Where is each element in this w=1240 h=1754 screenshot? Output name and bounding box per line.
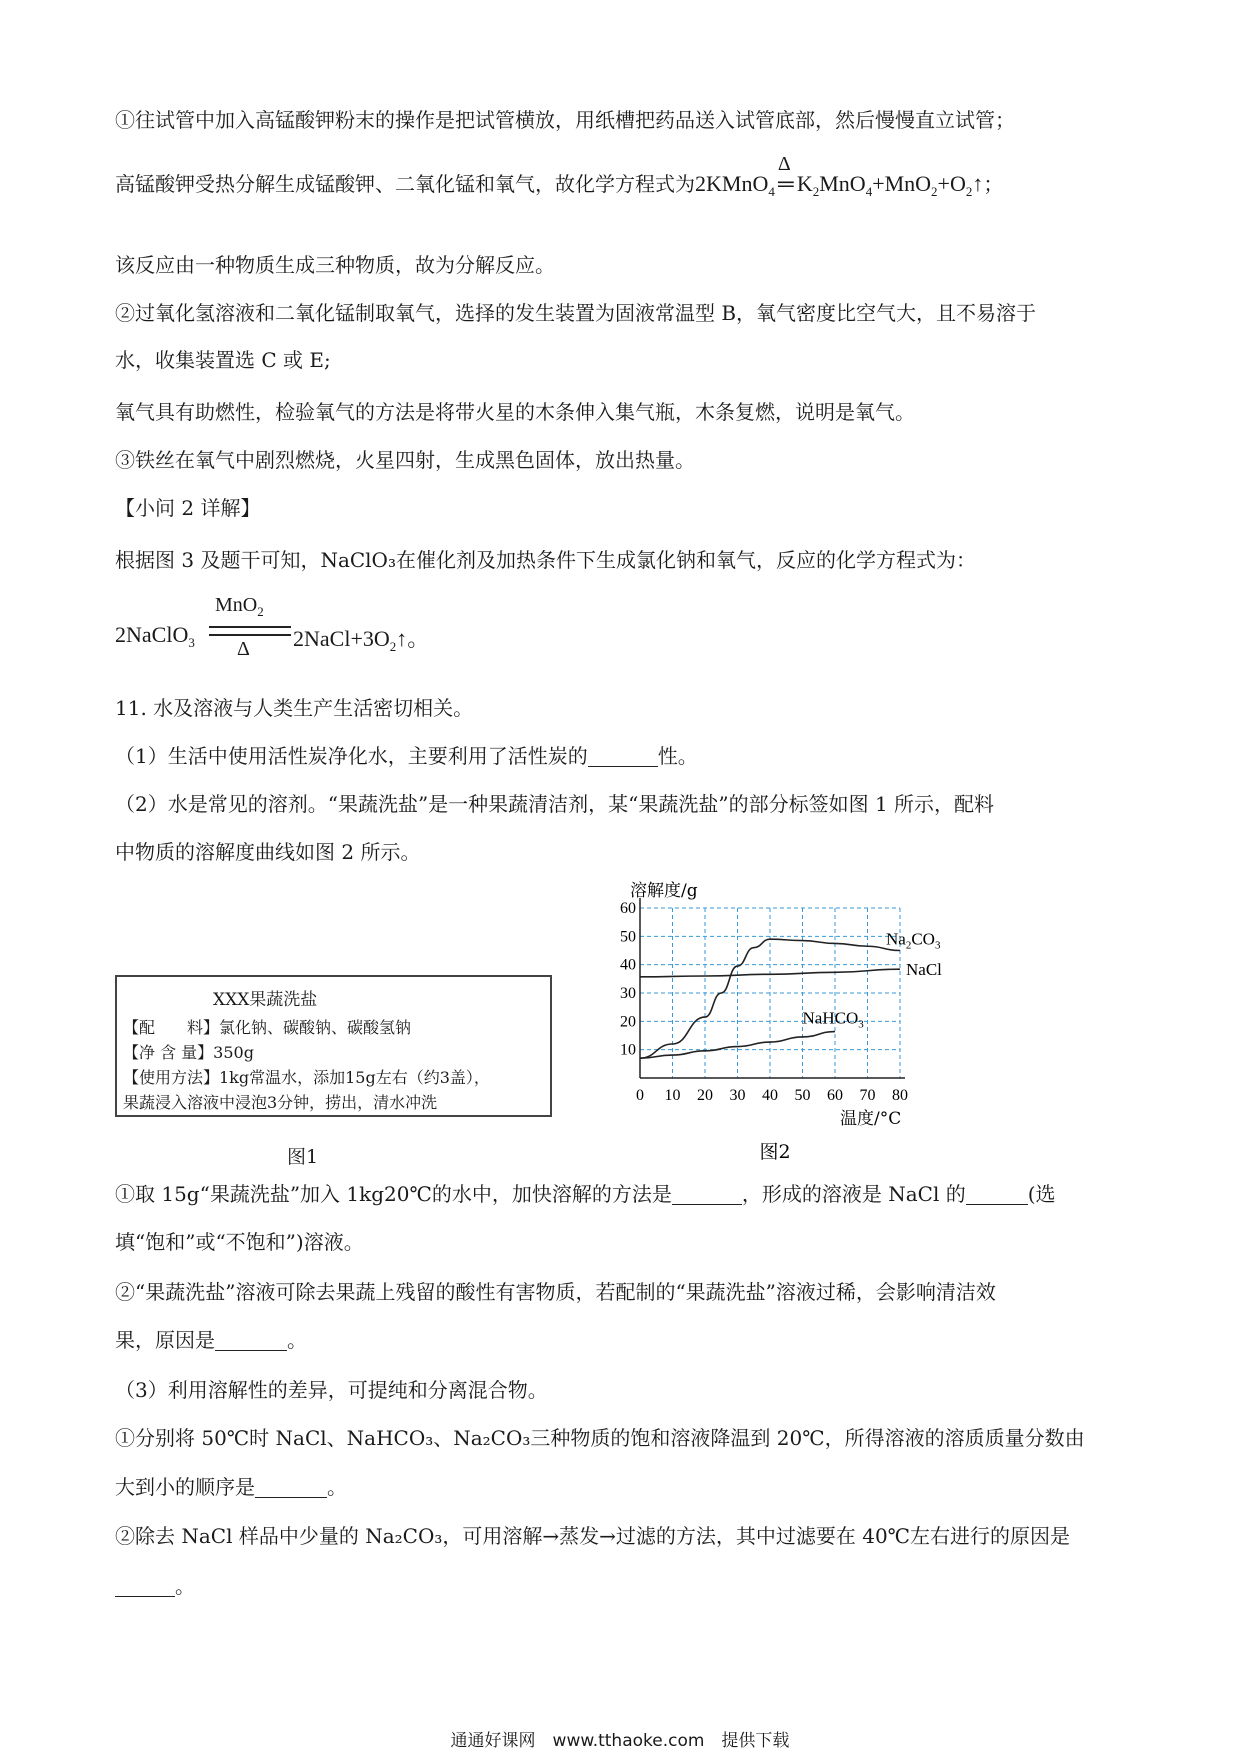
- equation-naclo3: 2NaClO$_3$ MnO$_2$ Δ $2NaCl+3O_2↑$。: [115, 594, 430, 660]
- answer-blank[interactable]: [215, 1330, 287, 1351]
- question-11-2-1: ①取 15g“果蔬洗盐”加入 1kg20℃的水中，加快溶解的方法是 ，形成的溶液是 NaCl 的 (选: [115, 1182, 1056, 1206]
- section-heading: 【小问 2 详解】: [115, 496, 261, 520]
- question-11: 11. 水及溶液与人类生产生活密切相关。: [115, 696, 474, 720]
- x-tick-label: 70: [859, 1087, 876, 1104]
- question-11-3-2-cont: 。: [115, 1572, 195, 1600]
- answer-line-1: ①往试管中加入高锰酸钾粉末的操作是把试管横放，用纸槽把药品送入试管底部，然后慢慢直立试管；: [115, 108, 1015, 132]
- x-tick-label: 50: [794, 1087, 811, 1104]
- answer-blank[interactable]: [588, 746, 658, 767]
- y-axis-label: 溶解度/g: [630, 881, 698, 901]
- question-11-3-1: ①分别将 50℃时 NaCl、NaHCO₃、Na₂CO₃三种物质的饱和溶液降温到 20℃，所得溶液的溶质质量分数由: [115, 1426, 1085, 1450]
- solubility-chart: [600, 878, 950, 1166]
- question-11-3: （3）利用溶解性的差异，可提纯和分离混合物。: [115, 1378, 548, 1402]
- heating-sign: Δ ═: [777, 153, 794, 196]
- label-row-ingredients: 【配 料】氯化钠、碳酸钠、碳酸氢钠: [123, 1018, 412, 1037]
- question-11-2-1-cont: 填“饱和”或“不饱和”)溶液。: [115, 1230, 364, 1254]
- answer-line-9: 根据图 3 及题干可知，NaClO₃在催化剂及加热条件下生成氯化钠和氧气，反应的化学方程式为：: [115, 548, 976, 572]
- question-11-2: （2）水是常见的溶剂。“果蔬洗盐”是一种果蔬清洁剂，某“果蔬洗盐”的部分标签如图 1 所示，配料: [115, 792, 995, 816]
- figure1-caption: 图1: [287, 1146, 319, 1168]
- y-tick-label: 60: [620, 900, 636, 917]
- question-11-2-2: ②“果蔬洗盐”溶液可除去果蔬上残留的酸性有害物质，若配制的“果蔬洗盐”溶液过稀，会影响清洁效: [115, 1280, 996, 1304]
- x-tick-label: 10: [664, 1087, 681, 1104]
- answer-blank[interactable]: [255, 1477, 327, 1498]
- answer-blank[interactable]: [966, 1184, 1028, 1205]
- question-11-3-2: ②除去 NaCl 样品中少量的 Na₂CO₃，可用溶解→蒸发→过滤的方法，其中过滤要在 40℃左右进行的原因是: [115, 1524, 1071, 1548]
- label-row-net: 【净 含 量】350g: [123, 1043, 254, 1062]
- x-tick-label: 40: [762, 1087, 778, 1104]
- x-axis-label: 温度/°C: [840, 1109, 902, 1129]
- series-label-nahco3: NaHCO$_3$: [802, 1008, 864, 1031]
- figure2-caption: 图2: [759, 1141, 791, 1163]
- series-label-na2co3: $Na_2CO_3$: [886, 929, 941, 952]
- answer-line-5: 水，收集装置选 C 或 E;: [115, 348, 331, 372]
- label-row-usage: 【使用方法】1kg常温水，添加15g左右（约3盖），: [123, 1068, 490, 1087]
- equals-bar: [209, 626, 291, 636]
- y-tick-label: 20: [620, 1013, 636, 1031]
- x-tick-label: 60: [827, 1087, 843, 1104]
- answer-blank[interactable]: [115, 1576, 175, 1597]
- answer-line-6: 氧气具有助燃性，检验氧气的方法是将带火星的木条伸入集气瓶，木条复燃，说明是氧气。: [115, 400, 915, 424]
- y-tick-label: 50: [620, 928, 636, 946]
- answer-line-3: 该反应由一种物质生成三种物质，故为分解反应。: [115, 253, 555, 277]
- answer-line-2: 高锰酸钾受热分解生成锰酸钾、二氧化锰和氧气，故化学方程式为2KMnO$_4$ Δ ═ $K_2MnO_4+MnO_2+O_2↑$；: [115, 153, 1004, 199]
- answer-blank[interactable]: [672, 1184, 742, 1205]
- footer: 通通好课网 www.tthaoke.com 提供下载: [450, 1731, 790, 1751]
- question-11-1: （1）生活中使用活性炭净化水，主要利用了活性炭的 性。: [115, 744, 698, 768]
- question-11-2-cont: 中物质的溶解度曲线如图 2 所示。: [115, 840, 421, 864]
- y-tick-label: 10: [620, 1041, 636, 1059]
- answer-line-7: ③铁丝在氧气中剧烈燃烧，火星四射，生成黑色固体，放出热量。: [115, 448, 695, 472]
- equation-kmno4: 2KMnO$_4$ Δ ═ $K_2MnO_4+MnO_2+O_2↑$: [695, 153, 984, 199]
- x-tick-label: 80: [892, 1087, 908, 1104]
- x-tick-label: 30: [729, 1087, 746, 1104]
- product-label: [115, 975, 552, 1117]
- y-tick-label: 30: [620, 985, 636, 1002]
- series-label-nacl: NaCl: [906, 960, 942, 980]
- y-tick-label: 40: [620, 956, 636, 974]
- label-row-usage-cont: 果蔬浸入溶液中浸泡3分钟，捞出，清水冲洗: [123, 1093, 438, 1112]
- question-11-2-2-cont: 果，原因是 。: [115, 1328, 307, 1352]
- answer-line-2-text: 高锰酸钾受热分解生成锰酸钾、二氧化锰和氧气，故化学方程式为: [115, 172, 695, 196]
- label-title: XXX果蔬洗盐: [213, 990, 318, 1010]
- x-tick-label: 20: [697, 1087, 713, 1104]
- question-11-3-1-cont: 大到小的顺序是 。: [115, 1475, 347, 1499]
- answer-line-4: ②过氧化氢溶液和二氧化锰制取氧气，选择的发生装置为固液常温型 B，氧气密度比空气大，且不易溶于: [115, 301, 1037, 325]
- x-tick-label: 0: [636, 1087, 644, 1104]
